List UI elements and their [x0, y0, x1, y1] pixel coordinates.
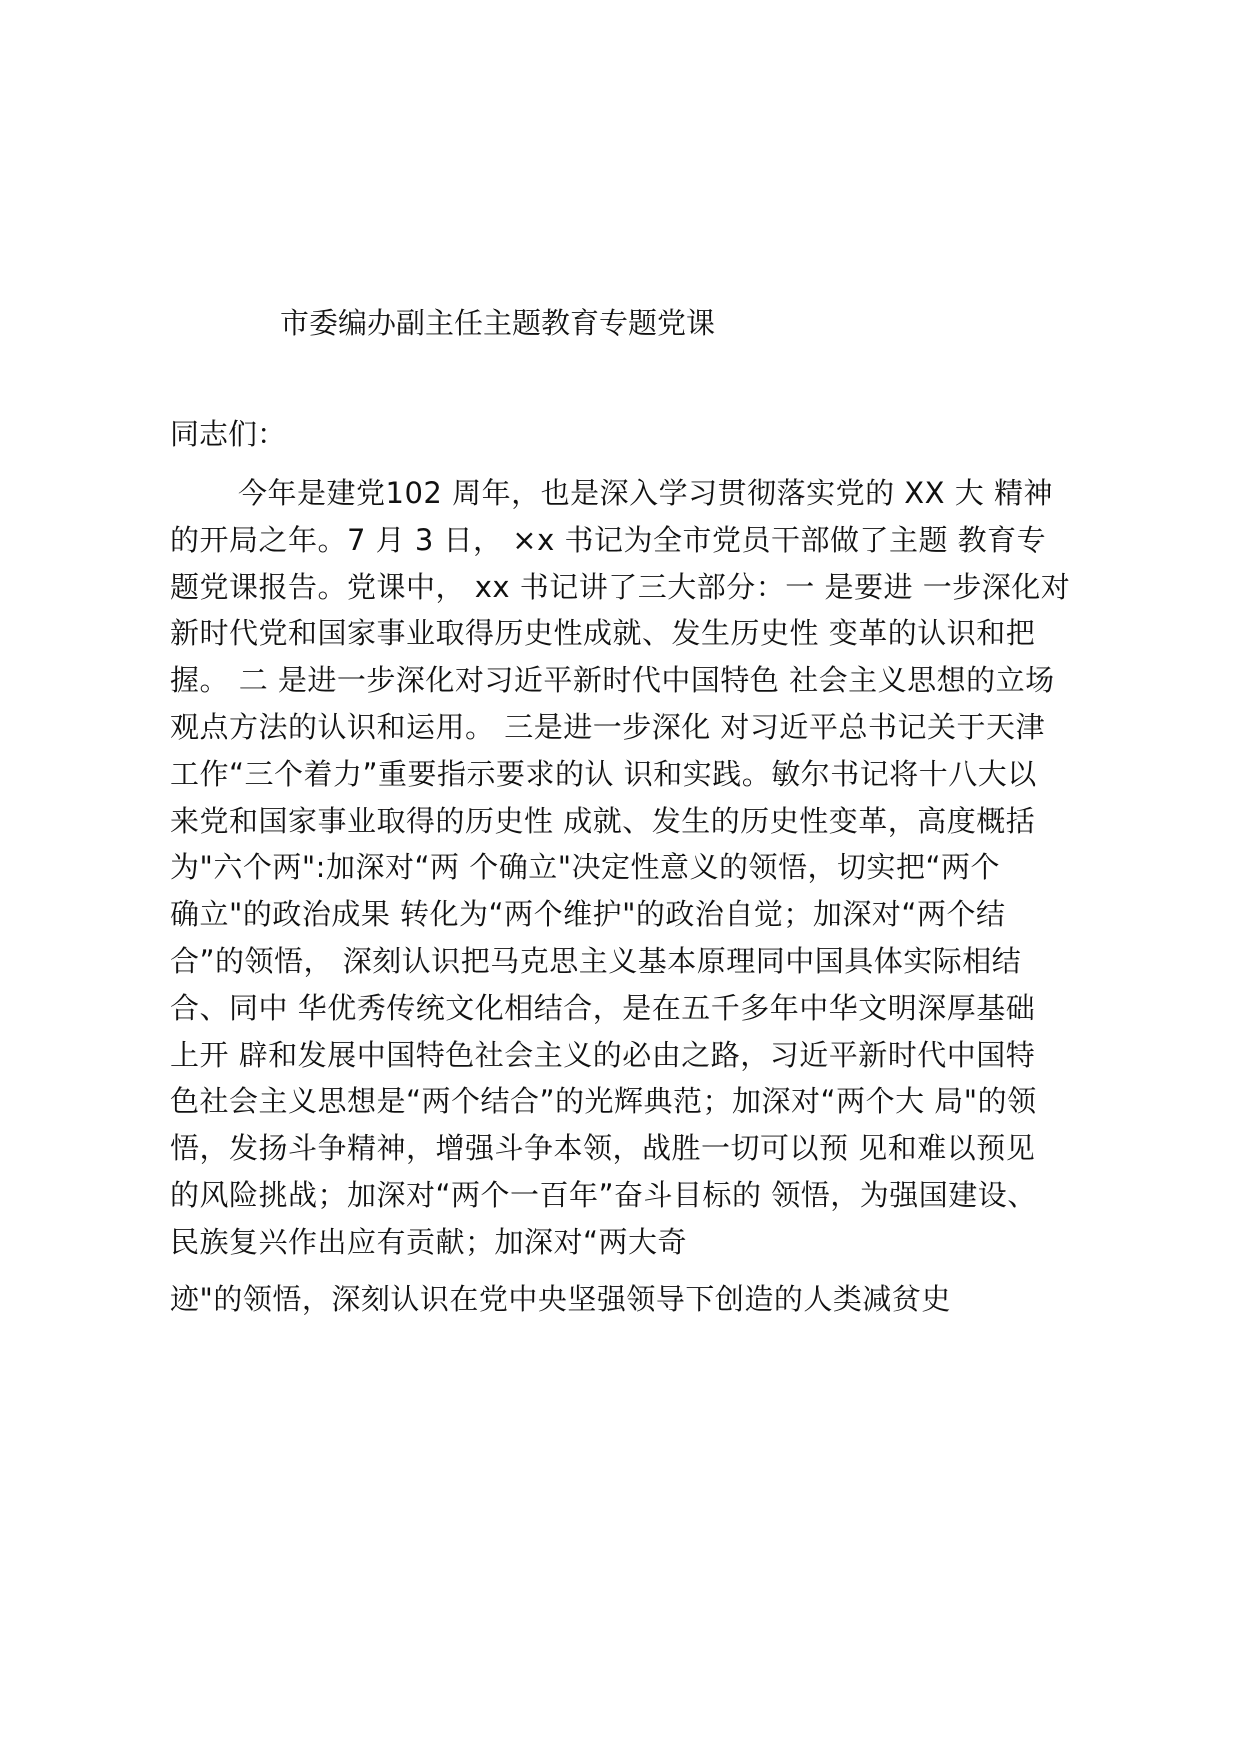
document-title: 市委编办副主任主题教育专题党课	[280, 306, 716, 340]
paragraph-line: 握。 二 是进一步深化对习近平新时代中国特色 社会主义思想的立场	[170, 663, 1055, 698]
continuation-line: 迹"的领悟，深刻认识在党中央坚强领导下创造的人类减贫史	[170, 1282, 951, 1316]
paragraph-line: 工作“三个着力”重要指示要求的认 识和实践。敏尔书记将十八大以	[170, 756, 1037, 791]
paragraph-line: 合”的领悟， 深刻认识把马克思主义基本原理同中国具体实际相结	[170, 943, 1022, 978]
paragraph-line: 色社会主义思想是“两个结合”的光辉典范；加深对“两个大 局"的领	[170, 1084, 1037, 1119]
paragraph-line: 合、同中 华优秀传统文化相结合，是在五千多年中华文明深厚基础	[170, 990, 1036, 1025]
paragraph-line: 新时代党和国家事业取得历史性成就、发生历史性 变革的认识和把	[170, 616, 1036, 651]
paragraph-line: 上开 辟和发展中国特色社会主义的必由之路，习近平新时代中国特	[170, 1037, 1036, 1072]
paragraph-line: 今年是建党102 周年，也是深入学习贯彻落实党的 XX 大 精神	[238, 476, 1053, 510]
paragraph-line: 题党课报告。党课中， xx 书记讲了三大部分：一 是要进 一步深化对	[170, 569, 1071, 604]
paragraph-line: 悟，发扬斗争精神，增强斗争本领，战胜一切可以预 见和难以预见	[170, 1131, 1036, 1166]
paragraph-line: 的风险挑战；加深对“两个一百年”奋斗目标的 领悟，为强国建设、	[170, 1177, 1037, 1212]
paragraph-line: 的开局之年。7 月 3 日， ×x 书记为全市党员干部做了主题 教育专	[170, 522, 1047, 557]
paragraph-line: 观点方法的认识和运用。 三是进一步深化 对习近平总书记关于天津	[170, 709, 1045, 744]
paragraph-line: 确立"的政治成果 转化为“两个维护"的政治自觉；加深对“两个结	[170, 897, 1006, 932]
paragraph-line: 民族复兴作出应有贡献；加深对“两大奇	[170, 1224, 688, 1259]
paragraph-line: 为"六个两":加深对“两 个确立"决定性意义的领悟，切实把“两个	[170, 850, 1001, 885]
salutation: 同志们：	[170, 417, 287, 451]
body-paragraph	[170, 470, 1090, 1266]
paragraph-line: 来党和国家事业取得的历史性 成就、发生的历史性变革，高度概括	[170, 803, 1036, 838]
